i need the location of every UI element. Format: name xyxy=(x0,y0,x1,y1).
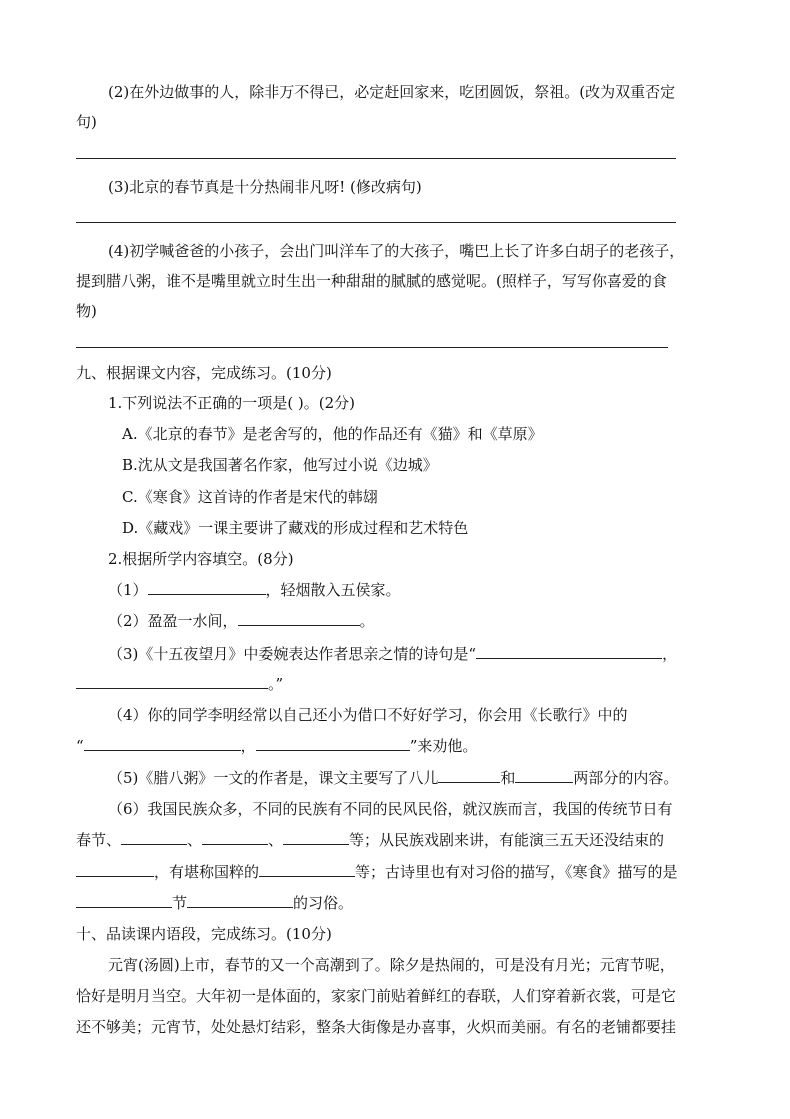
blank[interactable] xyxy=(76,674,268,689)
q8-item3: (3)北京的春节真是十分热闹非凡呀! (修改病句) xyxy=(108,178,422,196)
answer-line[interactable] xyxy=(76,158,676,159)
answer-line[interactable] xyxy=(76,222,676,223)
q9-sub1: 1.下列说法不正确的一项是( )。(2分) xyxy=(108,394,356,412)
fill-6-b: 等；从民族戏剧来讲，有能演三五天还没结束的 xyxy=(349,831,665,849)
fill-4-open-quote: “ xyxy=(76,737,84,755)
fill-6-a: 春节、 xyxy=(76,831,122,849)
blank[interactable] xyxy=(76,862,154,877)
q8-item4-line1: (4)初学喊爸爸的小孩子，会出门叫洋车了的大孩子，嘴巴上长了许多白胡子的老孩子， xyxy=(108,242,685,260)
fill-4-line2 xyxy=(76,736,477,756)
blank[interactable] xyxy=(515,768,573,783)
q8-item4-line2: 提到腊八粥，谁不是嘴里就立时生出一种甜甜的腻腻的感觉呢。(照样子，写写你喜爱的食 xyxy=(76,272,667,290)
fill-6-d: 等；古诗里也有对习俗的描写，《寒食》描写的是 xyxy=(355,863,678,881)
q9-option-b[interactable]: B.沈从文是我国著名作家，他写过小说《边城》 xyxy=(122,456,438,474)
q10-paragraph-line2: 恰好是明月当空。大年初一是体面的，家家门前贴着鲜红的春联，人们穿着新衣裳，可是它 xyxy=(76,987,677,1005)
q9-option-a[interactable]: A.《北京的春节》是老舍写的，他的作品还有《猫》和《草原》 xyxy=(122,425,543,443)
blank[interactable] xyxy=(121,830,187,845)
blank[interactable] xyxy=(238,611,360,626)
blank[interactable] xyxy=(476,644,662,659)
q8-item2-line2: 句) xyxy=(76,113,97,131)
fill-4-comma: ， xyxy=(240,737,256,755)
fill-2-suffix: 。 xyxy=(359,612,375,630)
q10-paragraph-line1: 元宵(汤圆)上市，春节的又一个高潮到了。除夕是热闹的，可是没有月光；元宵节呢， xyxy=(108,956,675,974)
blank[interactable] xyxy=(148,580,266,595)
fill-4-line1: （4）你的同学李明经常以自己还小为借口不好好学习，你会用《长歌行》中的 xyxy=(108,706,628,724)
blank[interactable] xyxy=(76,893,172,908)
fill-3-prefix: （3)《十五夜望月》中委婉表达作者思亲之情的诗句是“ xyxy=(108,645,477,663)
fill-1-prefix: （1） xyxy=(108,581,148,599)
fill-6-line4 xyxy=(76,893,353,913)
q8-item4-line3: 物) xyxy=(76,302,97,320)
fill-6-c: ，有堪称国粹的 xyxy=(154,863,260,881)
fill-6-f: 的习俗。 xyxy=(293,894,354,912)
fill-5 xyxy=(108,768,678,788)
fill-5-prefix: （5)《腊八粥》一文的作者是，课文主要写了八儿 xyxy=(108,769,439,787)
fill-6-sep: 、 xyxy=(268,831,284,849)
fill-5-and: 和 xyxy=(500,769,516,787)
q9-option-c[interactable]: C.《寒食》这首诗的作者是宋代的韩翃 xyxy=(122,488,378,506)
fill-3-end: 。” xyxy=(268,675,284,693)
blank[interactable] xyxy=(84,736,241,751)
fill-6-line1: （6）我国民族众多，不同的民族有不同的民风民俗，就汉族而言，我国的传统节日有 xyxy=(108,800,673,818)
answer-line[interactable] xyxy=(76,347,668,348)
q9-heading: 九、根据课文内容，完成练习。(10分) xyxy=(76,364,332,382)
fill-6-sep: 、 xyxy=(187,831,203,849)
q10-paragraph-line3: 还不够美；元宵节，处处悬灯结彩，整条大街像是办喜事，火炽而美丽。有名的老铺都要挂 xyxy=(76,1018,677,1036)
q10-heading: 十、品读课内语段，完成练习。(10分) xyxy=(76,925,332,943)
fill-6-line2 xyxy=(76,830,664,850)
blank[interactable] xyxy=(256,736,410,751)
blank[interactable] xyxy=(202,830,268,845)
fill-6-e: 节 xyxy=(172,894,188,912)
fill-2-prefix: （2）盈盈一水间， xyxy=(108,612,238,630)
q9-option-d[interactable]: D.《藏戏》一课主要讲了藏戏的形成过程和艺术特色 xyxy=(122,519,469,537)
fill-4-suffix: ”来劝他。 xyxy=(409,737,478,755)
fill-3-comma: ， xyxy=(662,645,678,663)
blank[interactable] xyxy=(259,862,355,877)
fill-1 xyxy=(108,580,401,600)
fill-5-suffix: 两部分的内容。 xyxy=(573,769,679,787)
fill-3-line1 xyxy=(108,644,677,664)
fill-3-line2 xyxy=(76,674,283,694)
q9-sub2: 2.根据所学内容填空。(8分) xyxy=(108,550,294,568)
blank[interactable] xyxy=(438,768,500,783)
q8-item2-line1: (2)在外边做事的人，除非万不得已，必定赶回家来，吃团圆饭，祭祖。(改为双重否定 xyxy=(108,83,676,101)
blank[interactable] xyxy=(283,830,349,845)
fill-6-line3 xyxy=(76,862,678,882)
blank[interactable] xyxy=(187,893,293,908)
fill-2 xyxy=(108,611,375,631)
fill-1-suffix: ，轻烟散入五侯家。 xyxy=(265,581,401,599)
